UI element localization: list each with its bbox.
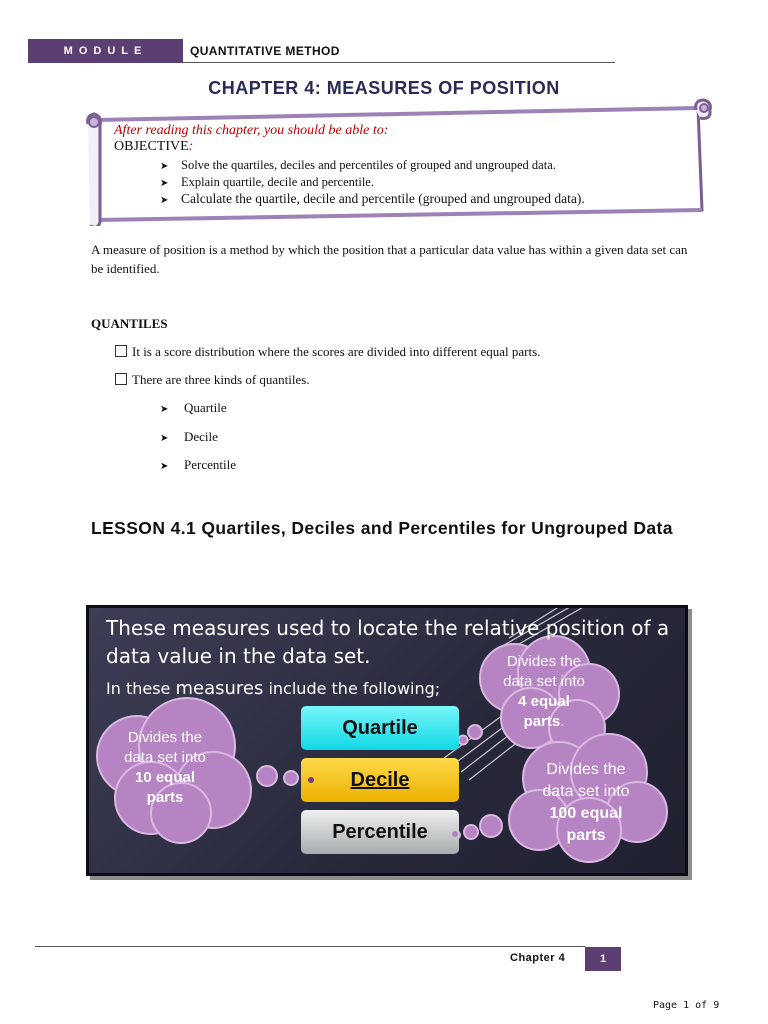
quartile-cloud-line: data set into bbox=[503, 673, 585, 690]
intro-paragraph: A measure of position is a method by which the position that a particular data value has within a given data set can be identified. bbox=[91, 242, 688, 276]
square-bullet-icon bbox=[115, 345, 127, 357]
quartile-cloud-bold: parts bbox=[523, 713, 561, 730]
decile-dot bbox=[308, 777, 314, 783]
quantiles-point-text: It is a score distribution where the scores are divided into different equal parts. bbox=[132, 344, 541, 359]
module-title: QUANTITATIVE METHOD bbox=[190, 44, 340, 58]
measures-slide bbox=[86, 605, 688, 876]
decile-pill: Decile bbox=[301, 758, 459, 802]
objective-item bbox=[160, 191, 585, 209]
slide-line-3a: In these bbox=[106, 679, 171, 698]
decile-cloud-line: data set into bbox=[124, 749, 206, 766]
percentile-cloud-line: data set into bbox=[542, 783, 630, 800]
slide-line-2: data value in the data set. bbox=[106, 644, 371, 668]
quartile-cloud-tail: . bbox=[560, 713, 565, 730]
percentile-cloud-bubble bbox=[480, 815, 502, 837]
quartile-cloud-bubble bbox=[459, 736, 468, 745]
objective-item-text: Solve the quartiles, deciles and percentiles of grouped and ungrouped data. bbox=[181, 158, 556, 172]
objective-list bbox=[160, 158, 585, 209]
footer-rule bbox=[35, 946, 585, 947]
decile-cloud-line: Divides the bbox=[127, 729, 203, 746]
percentile-cloud-bold: parts bbox=[566, 827, 606, 844]
quartile-cloud-text bbox=[479, 652, 609, 732]
quantiles-point-text: There are three kinds of quantiles. bbox=[132, 372, 310, 387]
slide-line-3c: include the following; bbox=[268, 679, 441, 698]
arrow-bullet-icon: ➤ bbox=[160, 161, 169, 172]
quantiles-point bbox=[115, 344, 540, 360]
square-bullet-icon bbox=[115, 373, 127, 385]
quantile-kind-text: Percentile bbox=[184, 457, 236, 472]
quantile-kind bbox=[160, 400, 227, 416]
decile-cloud-bold: 10 equal bbox=[134, 769, 196, 786]
objective-item bbox=[160, 175, 585, 192]
decile-cloud-text bbox=[95, 728, 235, 808]
slide-line-3b: measures bbox=[175, 678, 264, 699]
module-tag: MODULE bbox=[28, 39, 183, 63]
arrow-bullet-icon: ➤ bbox=[160, 177, 169, 189]
chapter-title: CHAPTER 4: MEASURES OF POSITION bbox=[208, 78, 560, 98]
objective-item-text: Calculate the quartile, decile and percentile (grouped and ungrouped data). bbox=[181, 191, 585, 206]
slide-line-3 bbox=[106, 678, 440, 699]
page-indicator: Page 1 of 9 bbox=[653, 1000, 720, 1011]
percentile-dot bbox=[452, 831, 458, 837]
percentile-cloud-bubble bbox=[464, 825, 478, 839]
arrow-bullet-icon: ➤ bbox=[160, 461, 169, 472]
arrow-bullet-icon: ➤ bbox=[160, 195, 169, 206]
footer-page-number: 1 bbox=[585, 947, 621, 971]
decile-cloud-bubble bbox=[257, 766, 277, 786]
percentile-cloud-line: Divides the bbox=[546, 761, 626, 778]
quantile-kind bbox=[160, 429, 218, 445]
objective-item-text: Explain quartile, decile and percentile. bbox=[181, 174, 374, 189]
percentile-pill: Percentile bbox=[301, 810, 459, 854]
arrow-bullet-icon: ➤ bbox=[160, 433, 169, 444]
objective-item bbox=[160, 158, 585, 175]
lesson-title: LESSON 4.1 Quartiles, Deciles and Percentiles for Ungrouped Data bbox=[91, 518, 673, 538]
slide-line-1: These measures used to locate the relative position of a bbox=[106, 616, 670, 640]
quantiles-heading: QUANTILES bbox=[91, 316, 168, 331]
decile-cloud-bubble bbox=[284, 771, 298, 785]
arrow-bullet-icon: ➤ bbox=[160, 404, 169, 415]
quantile-kind bbox=[160, 457, 236, 473]
objective-label-text: OBJECTIVE bbox=[114, 139, 189, 154]
quartile-cloud-bold: 4 equal bbox=[518, 693, 570, 710]
objective-label bbox=[114, 139, 193, 155]
quantile-kind-text: Decile bbox=[184, 429, 218, 444]
quantile-kind-text: Quartile bbox=[184, 400, 227, 415]
objective-label-colon: : bbox=[188, 139, 194, 154]
percentile-cloud-text bbox=[521, 759, 651, 847]
objective-intro: After reading this chapter, you should be able to: bbox=[114, 123, 389, 138]
quartile-cloud-line: Divides the bbox=[506, 653, 582, 670]
footer-chapter: Chapter 4 bbox=[510, 952, 566, 964]
header-rule bbox=[183, 62, 615, 63]
decile-cloud-bold: parts bbox=[146, 789, 184, 806]
quartile-pill: Quartile bbox=[301, 706, 459, 750]
quantiles-point bbox=[115, 372, 310, 388]
percentile-cloud-bold: 100 equal bbox=[549, 805, 623, 822]
